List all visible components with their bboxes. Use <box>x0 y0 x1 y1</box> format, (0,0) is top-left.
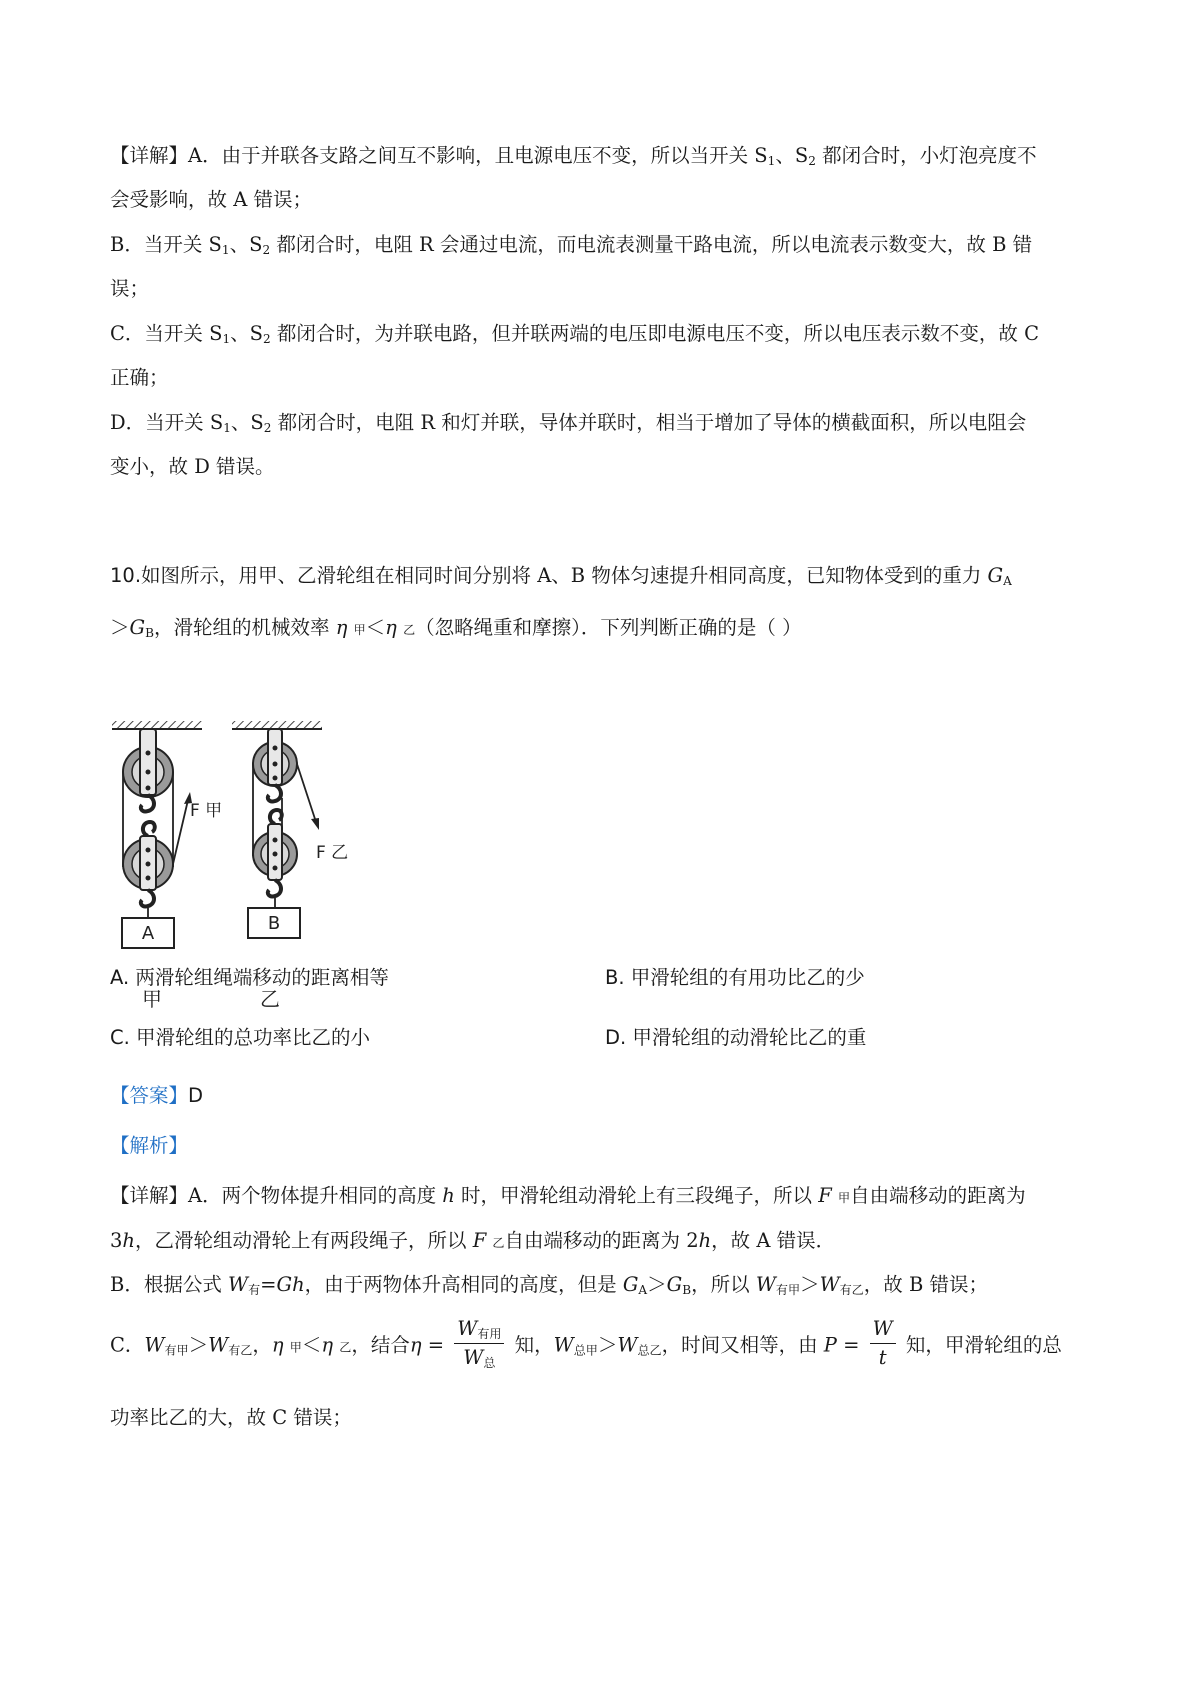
prev-detail-d-line1: D．当开关 $S_1$、$S_2$ 都闭合时，电阻 R 和灯并联，导体并联时，相当于增加了导体的横截面积，所以电阻会 <box>110 411 1027 436</box>
option-d[interactable]: D. 甲滑轮组的动滑轮比乙的重 <box>605 1026 867 1049</box>
block-b-label: B <box>267 913 281 934</box>
caption-yi: 乙 <box>260 987 280 1011</box>
rope-free-end-yi <box>297 764 316 822</box>
block-a-label: A <box>141 923 155 944</box>
answer-value: D <box>188 1084 204 1107</box>
force-label-jia: F 甲 <box>190 801 223 821</box>
option-c[interactable]: C. 甲滑轮组的总功率比乙的小 <box>110 1026 371 1049</box>
question-number: 10. <box>110 564 142 587</box>
caption-jia: 甲 <box>142 987 162 1011</box>
question-line2: $>G_B$，滑轮组的机械效率 η 甲＜η 乙（忽略绳重和摩擦）．下列判断正确的是（ ） <box>110 616 802 641</box>
prev-detail-c-line2: 正确； <box>110 366 169 389</box>
ceiling-hatch-jia <box>112 721 202 729</box>
question-line1: 10.如图所示，用甲、乙滑轮组在相同时间分别将 A、B 物体匀速提升相同高度，已知物体受到的重力 $G_A$ <box>110 564 1012 589</box>
analysis-b-line: B．根据公式 $W_有=Gh$，由于两物体升高相同的高度，但是 $G_A>G_B$，所以 $W_{有甲}>W_{有乙}$，故 B 错误； <box>110 1273 988 1298</box>
answer-line <box>110 1086 203 1106</box>
ceiling-hatch-yi <box>232 721 322 729</box>
analysis-c-line2: 功率比乙的大，故 C 错误； <box>110 1406 352 1429</box>
prev-detail-a-line2: 会受影响，故 A 错误； <box>110 188 312 211</box>
analysis-a-line1: 【详解】A．两个物体提升相同的高度 h 时，甲滑轮组动滑轮上有三段绳子，所以 F 甲自由端移动的距离为 <box>110 1184 1026 1207</box>
prev-detail-a-line1: 【详解】A．由于并联各支路之间互不影响，且电源电压不变，所以当开关 $S_1$、$S_2$ 都闭合时，小灯泡亮度不 <box>110 144 1037 169</box>
option-a[interactable]: A. 两滑轮组绳端移动的距离相等 <box>110 966 389 989</box>
prev-detail-b-line2: 误； <box>110 277 150 300</box>
prev-detail-c-line1: C．当开关 $S_1$、$S_2$ 都闭合时，为并联电路，但并联两端的电压即电源电压不变，所以电压表示数不变，故 C <box>110 322 1040 347</box>
efficiency-fraction: $\frac{W_{有用}}{W_总}$ <box>454 1318 504 1370</box>
answer-tag: 【答案】 <box>110 1084 189 1107</box>
option-b[interactable]: B. 甲滑轮组的有用功比乙的少 <box>605 966 865 989</box>
prev-detail-d-line2: 变小，故 D 错误。 <box>110 455 275 478</box>
power-fraction: $\frac{W}{t}$ <box>870 1318 896 1370</box>
force-label-yi: F 乙 <box>316 843 349 863</box>
analysis-a-line2: 3h，乙滑轮组动滑轮上有两段绳子，所以 F 乙自由端移动的距离为 2h，故 A 错误． <box>110 1229 836 1252</box>
analysis-c-line1: C．$W_{有甲}>W_{有乙}$，η 甲＜η 乙，结合η = $\frac{W_{有用}}{W_总}$ 知，$W_{总甲}>W_{总乙}$，时间又相等，由 P = $\frac{W}{t}$ 知，甲滑轮组的总 <box>110 1317 1062 1371</box>
analysis-tag: 【解析】 <box>110 1134 189 1157</box>
prev-detail-b-line1: B．当开关 $S_1$、$S_2$ 都闭合时，电阻 R 会通过电流，而电流表测量干路电流，所以电流表示数变大，故 B 错 <box>110 233 1033 258</box>
detail-tag: 【详解】 <box>110 144 189 167</box>
rope-free-end-jia <box>173 800 188 864</box>
